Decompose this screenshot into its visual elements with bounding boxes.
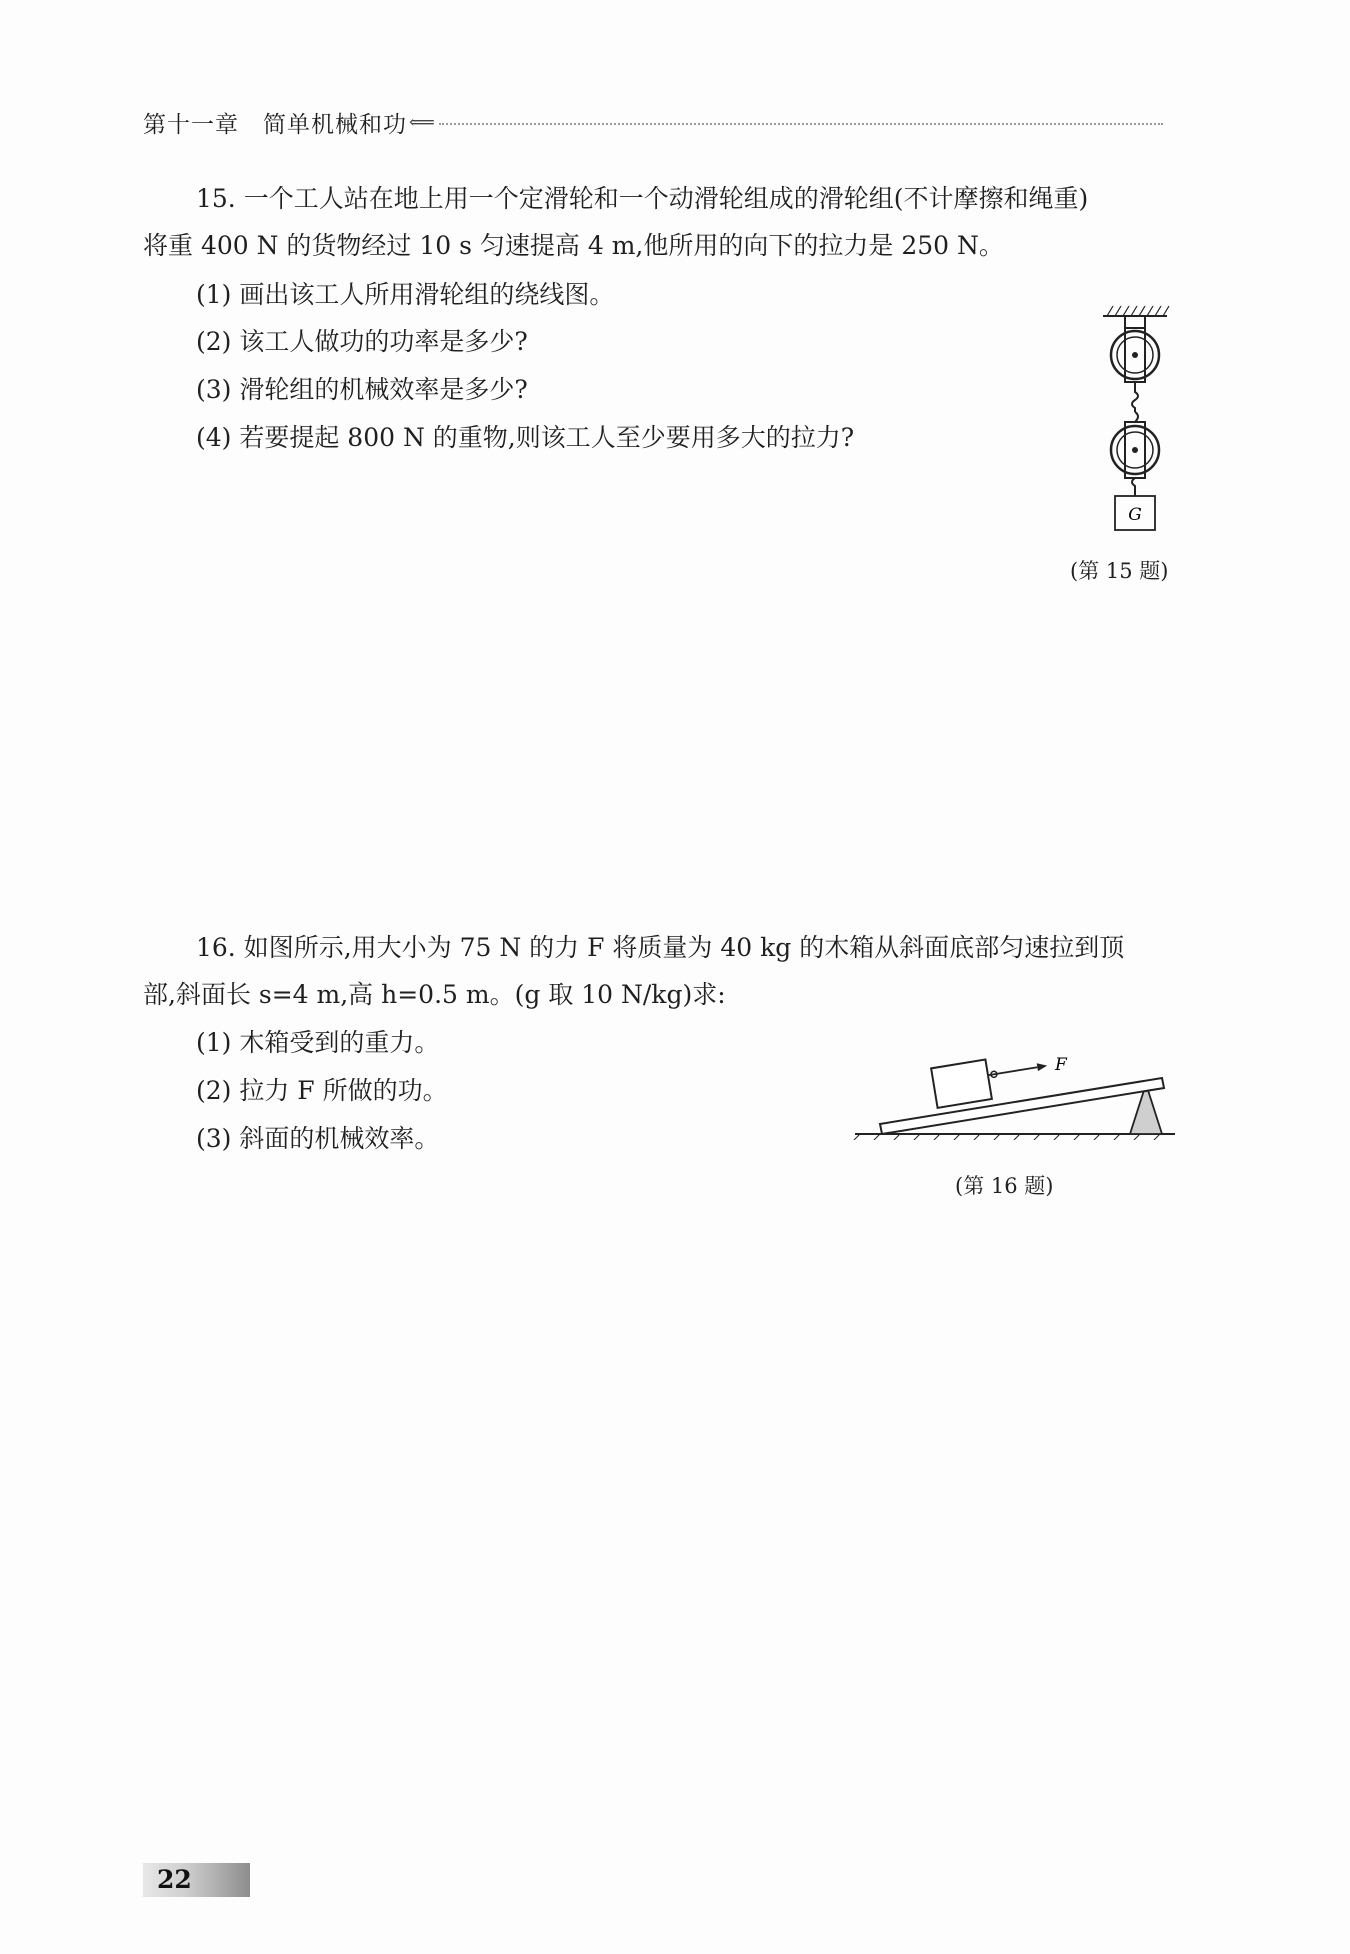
chapter-title: 第十一章 简单机械和功: [143, 111, 407, 138]
incline-board: [880, 1078, 1164, 1134]
question-15-part-2: (2) 该工人做功的功率是多少?: [196, 327, 528, 356]
question-15-part-1: (1) 画出该工人所用滑轮组的绕线图。: [196, 280, 615, 309]
running-header: [143, 102, 1163, 142]
figure-16-caption: (第 16 题): [955, 1174, 1054, 1198]
header-dotted-rule: [439, 123, 1163, 125]
question-15-line-2: 将重 400 N 的货物经过 10 s 匀速提高 4 m,他所用的向下的拉力是 250 N。: [143, 231, 1004, 260]
pulley-figure: [1085, 300, 1185, 540]
hook-icon: [1132, 382, 1138, 412]
force-label: F: [1055, 1055, 1067, 1075]
question-15-part-3: (3) 滑轮组的机械效率是多少?: [196, 375, 528, 404]
fixed-pulley: [1111, 328, 1159, 382]
header-arrow-icon: ⟸: [409, 111, 435, 133]
question-16-line-1: 16. 如图所示,用大小为 75 N 的力 F 将质量为 40 kg 的木箱从斜面底部匀速拉到顶: [196, 933, 1125, 962]
page-number: 22: [143, 1863, 250, 1897]
figure-15-caption: (第 15 题): [1070, 559, 1169, 583]
movable-pulley: [1111, 412, 1159, 478]
question-16-part-2: (2) 拉力 F 所做的功。: [196, 1076, 448, 1105]
question-16-line-2: 部,斜面长 s=4 m,高 h=0.5 m。(g 取 10 N/kg)求:: [143, 980, 726, 1009]
incline-figure: [850, 1050, 1180, 1140]
question-15-part-4: (4) 若要提起 800 N 的重物,则该工人至少要用多大的拉力?: [196, 423, 855, 452]
question-16-part-3: (3) 斜面的机械效率。: [196, 1124, 440, 1153]
question-16-part-1: (1) 木箱受到的重力。: [196, 1028, 440, 1057]
ceiling-hatch: [1107, 306, 1169, 316]
question-15-line-1: 15. 一个工人站在地上用一个定滑轮和一个动滑轮组成的滑轮组(不计摩擦和绳重): [196, 184, 1089, 213]
weight-label: G: [1128, 505, 1142, 525]
